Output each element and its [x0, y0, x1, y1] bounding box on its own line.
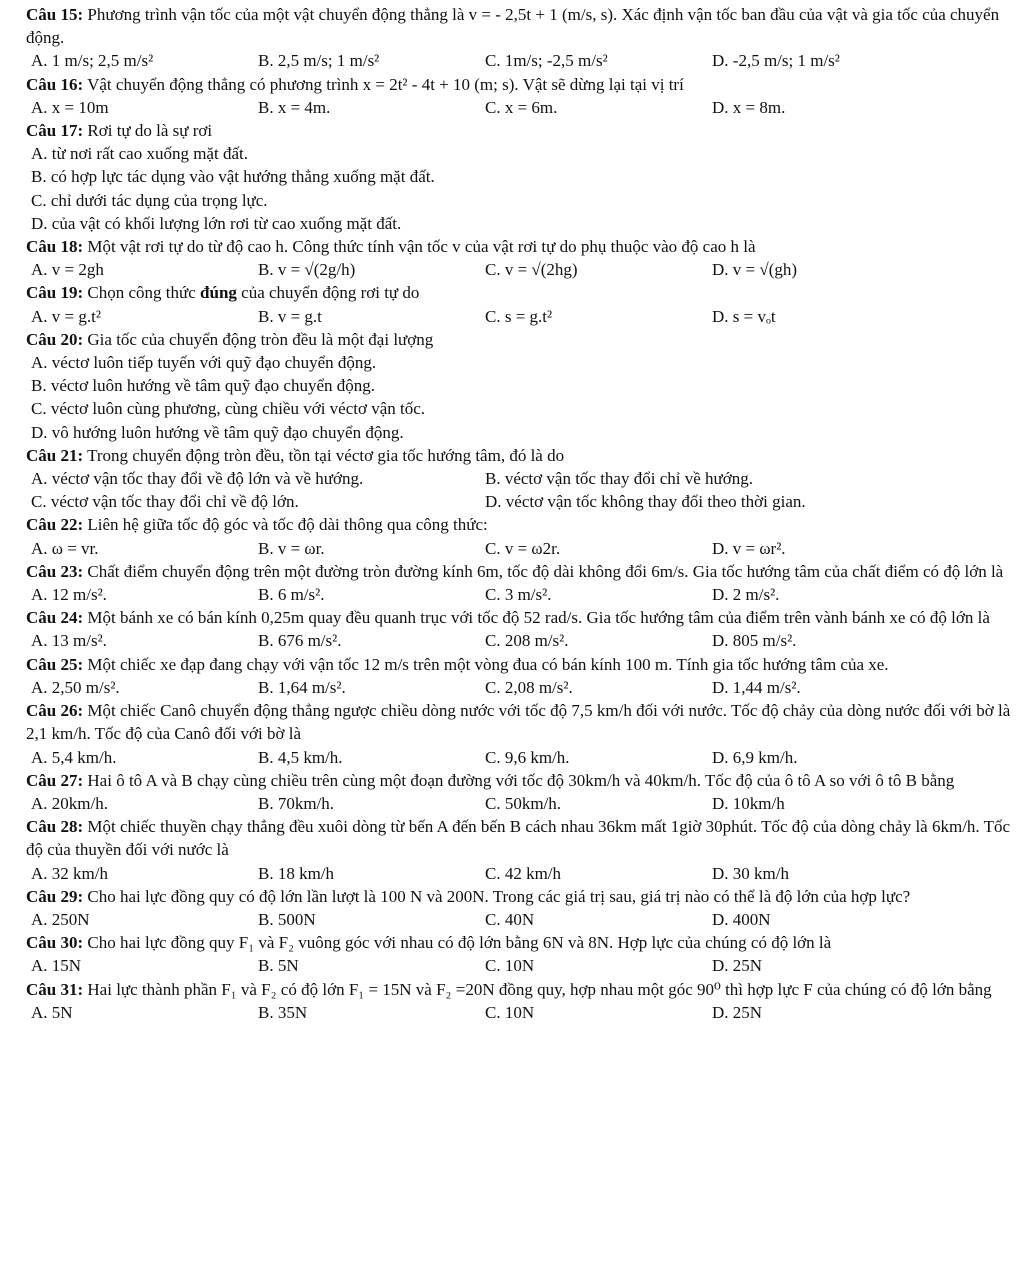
question-stem [26, 444, 1012, 467]
answer-option-c[interactable]: C. 3 m/s². [485, 585, 552, 605]
answer-options [31, 862, 1012, 885]
question-text: Chọn công thức [87, 283, 201, 303]
question-text: Một chiếc xe đạp đang chạy với vận tốc 12 m/s trên một vòng đua có bán kính 100 m. Tính gia tốc hướng tâm của xe. [87, 654, 889, 674]
question-block [26, 978, 1012, 1024]
question-number: Câu 20: [26, 329, 84, 349]
question-number: Câu 19: [26, 283, 84, 303]
question-number: Câu 18: [26, 237, 84, 257]
answer-option-a[interactable]: A. 12 m/s². [31, 585, 107, 605]
answer-option-d[interactable]: D. -2,5 m/s; 1 m/s² [712, 51, 840, 71]
answer-option-b[interactable]: B. x = 4m. [258, 97, 331, 117]
question-block [26, 444, 1012, 514]
question-block [26, 73, 1012, 119]
question-number: Câu 16: [26, 74, 84, 94]
answer-option-c[interactable]: C. x = 6m. [485, 97, 558, 117]
question-stem [26, 119, 1012, 142]
question-text: Phương trình vận tốc của một vật chuyển động thẳng là v = - 2,5t + 1 (m/s, s). Xác định vận tốc ban đầu của vật và gia tốc của chuyển động. [26, 5, 1000, 48]
answer-option-b[interactable]: B. véctơ vận tốc thay đổi chỉ về hướng. [485, 469, 753, 489]
question-number: Câu 28: [26, 817, 84, 837]
question-stem [26, 978, 1012, 1001]
answer-options [31, 583, 1012, 606]
question-stem [26, 73, 1012, 96]
answer-option-a[interactable]: A. véctơ vận tốc thay đổi về độ lớn và về hướng. [31, 469, 364, 489]
answer-options [31, 305, 1012, 328]
question-stem [26, 769, 1012, 792]
answer-options [31, 629, 1012, 652]
question-number: Câu 30: [26, 933, 84, 953]
answer-option-a[interactable]: A. x = 10m [31, 97, 109, 117]
answer-option-b[interactable]: B. v = √(2g/h) [258, 260, 356, 280]
answer-options [31, 467, 1012, 513]
question-block [26, 560, 1012, 606]
question-text: Hai ô tô A và B chạy cùng chiều trên cùng một đoạn đường với tốc độ 30km/h và 40km/h. Tốc độ của ô tô A so với ô tô B bằng [87, 770, 955, 790]
question-block [26, 281, 1012, 327]
answer-option-d[interactable]: D. 25N [712, 1002, 763, 1022]
question-number: Câu 31: [26, 979, 84, 999]
answer-option-b[interactable]: B. v = ωr. [258, 538, 325, 558]
answer-option-c[interactable]: C. 40N [485, 909, 535, 929]
answer-option-d[interactable]: D. 6,9 km/h. [712, 747, 798, 767]
question-number: Câu 24: [26, 608, 84, 628]
answer-option-d[interactable]: D. vô hướng luôn hướng về tâm quỹ đạo chuyển động. [31, 422, 404, 442]
answer-option-b[interactable]: B. véctơ luôn hướng về tâm quỹ đạo chuyển động. [31, 376, 375, 396]
answer-option-c[interactable]: C. véctơ luôn cùng phương, cùng chiều với véctơ vận tốc. [31, 399, 426, 419]
answer-option-b[interactable]: B. 5N [258, 956, 299, 976]
answer-option-a[interactable]: A. véctơ luôn tiếp tuyến với quỹ đạo chuyển động. [31, 353, 377, 373]
answer-option-b[interactable]: B. v = g.t [258, 306, 322, 326]
answer-option-c[interactable]: C. 10N [485, 956, 535, 976]
question-block [26, 3, 1012, 73]
question-block [26, 606, 1012, 652]
answer-option-c[interactable]: C. 42 km/h [485, 863, 562, 883]
answer-option-a[interactable]: A. v = g.t² [31, 306, 101, 326]
question-text: Trong chuyển động tròn đều, tồn tại véctơ gia tốc hướng tâm, đó là do [87, 445, 565, 465]
question-stem [26, 653, 1012, 676]
answer-option-d[interactable]: D. s = vₒt [712, 306, 776, 326]
question-stem [26, 560, 1012, 583]
question-stem [26, 606, 1012, 629]
answer-options [31, 954, 1012, 977]
answer-option-d[interactable]: D. v = ωr². [712, 538, 786, 558]
answer-options [31, 258, 1012, 281]
answer-option-a[interactable]: A. ω = vr. [31, 538, 99, 558]
question-number: Câu 22: [26, 515, 84, 535]
question-block [26, 653, 1012, 699]
question-text: Một chiếc thuyền chạy thẳng đều xuôi dòng từ bến A đến bến B cách nhau 36km mất 1giờ 30phút. Tốc độ của dòng chảy là 6km/h. Tốc độ của thuyền đối với nước là [26, 817, 1011, 860]
answer-option-d[interactable]: D. 805 m/s². [712, 631, 797, 651]
answer-option-d[interactable]: D. x = 8m. [712, 97, 786, 117]
answer-option-d[interactable]: D. của vật có khối lượng lớn rơi từ cao xuống mặt đất. [31, 213, 402, 233]
answer-option-a[interactable]: A. v = 2gh [31, 260, 104, 280]
question-text: Một chiếc Canô chuyển động thẳng ngược chiều dòng nước với tốc độ 7,5 km/h đối với nước. Tốc độ chảy của dòng nước đối với bờ là 2,1 km/h. Tốc độ của Canô đối với bờ là [26, 701, 1011, 744]
answer-option-a[interactable]: A. 20km/h. [31, 793, 108, 813]
answer-option-b[interactable]: B. 35N [258, 1002, 308, 1022]
answer-options [31, 537, 1012, 560]
question-stem [26, 815, 1012, 861]
question-text: Cho hai lực đồng quy F₁ và F₂ vuông góc với nhau có độ lớn bằng 6N và 8N. Hợp lực của chúng có độ lớn là [87, 933, 832, 953]
answer-options [31, 351, 1012, 444]
question-stem [26, 3, 1012, 49]
answer-option-c[interactable]: C. chỉ dưới tác dụng của trọng lực. [31, 190, 268, 210]
answer-options [31, 1001, 1012, 1024]
question-number: Câu 25: [26, 654, 84, 674]
answer-option-b[interactable]: B. 70km/h. [258, 793, 335, 813]
answer-option-b[interactable]: B. 18 km/h [258, 863, 335, 883]
answer-option-d[interactable]: D. 400N [712, 909, 771, 929]
answer-option-c[interactable]: C. v = √(2hg) [485, 260, 578, 280]
question-text: của chuyển động rơi tự do [236, 283, 420, 303]
answer-option-d[interactable]: D. 30 km/h [712, 863, 789, 883]
question-stem [26, 235, 1012, 258]
answer-options [31, 746, 1012, 769]
answer-option-c[interactable]: C. 10N [485, 1002, 535, 1022]
answer-option-d[interactable]: D. v = √(gh) [712, 260, 798, 280]
answer-option-b[interactable]: B. 2,5 m/s; 1 m/s² [258, 51, 380, 71]
question-number: Câu 23: [26, 561, 84, 581]
question-stem [26, 931, 1012, 954]
answer-option-d[interactable]: D. véctơ vận tốc không thay đổi theo thời gian. [485, 492, 806, 512]
question-block [26, 815, 1012, 885]
question-block [26, 328, 1012, 444]
question-block [26, 885, 1012, 931]
answer-options [31, 96, 1012, 119]
answer-option-a[interactable]: A. 13 m/s². [31, 631, 107, 651]
answer-option-a[interactable]: A. từ nơi rất cao xuống mặt đất. [31, 144, 248, 164]
answer-options [31, 142, 1012, 235]
question-block [26, 235, 1012, 281]
answer-option-a[interactable]: A. 2,50 m/s². [31, 677, 120, 697]
question-text: Một bánh xe có bán kính 0,25m quay đều quanh trục với tốc độ 52 rad/s. Gia tốc hướng tâm của điểm trên vành bánh xe có độ lớn là [87, 608, 990, 628]
answer-option-b[interactable]: B. 6 m/s². [258, 585, 325, 605]
question-number: Câu 29: [26, 886, 84, 906]
answer-option-c[interactable]: C. véctơ vận tốc thay đổi chỉ về độ lớn. [31, 492, 299, 512]
question-stem [26, 328, 1012, 351]
answer-option-c[interactable]: C. 1m/s; -2,5 m/s² [485, 51, 608, 71]
answer-option-c[interactable]: C. 208 m/s². [485, 631, 569, 651]
question-text: Rơi tự do là sự rơi [87, 121, 213, 141]
answer-option-a[interactable]: A. 250N [31, 909, 90, 929]
answer-options [31, 908, 1012, 931]
answer-option-b[interactable]: B. 676 m/s². [258, 631, 342, 651]
question-text: Gia tốc của chuyển động tròn đều là một đại lượng [87, 329, 434, 349]
answer-option-d[interactable]: D. 1,44 m/s². [712, 677, 801, 697]
answer-option-b[interactable]: B. 1,64 m/s². [258, 677, 346, 697]
answer-option-b[interactable]: B. có hợp lực tác dụng vào vật hướng thẳng xuống mặt đất. [31, 167, 435, 187]
answer-options [31, 792, 1012, 815]
answer-option-a[interactable]: A. 15N [31, 956, 82, 976]
answer-options [31, 49, 1012, 72]
question-number: Câu 27: [26, 770, 84, 790]
question-text: Vật chuyển động thẳng có phương trình x = 2t² - 4t + 10 (m; s). Vật sẽ dừng lại tại vị trí [87, 74, 684, 94]
answer-option-b[interactable]: B. 500N [258, 909, 316, 929]
question-stem [26, 699, 1012, 745]
question-number: Câu 26: [26, 701, 84, 721]
answer-option-a[interactable]: A. 5N [31, 1002, 73, 1022]
answer-option-c[interactable]: C. s = g.t² [485, 306, 553, 326]
answer-option-c[interactable]: C. v = ω2r. [485, 538, 561, 558]
answer-option-c[interactable]: C. 2,08 m/s². [485, 677, 573, 697]
question-text: đúng [200, 283, 237, 303]
question-text: Hai lực thành phần F₁ và F₂ có độ lớn F₁ = 15N và F₂ =20N đồng quy, hợp nhau một góc 90⁰ thì hợp lực F của chúng có độ lớn bằng [87, 979, 992, 999]
question-text: Liên hệ giữa tốc độ góc và tốc độ dài thông qua công thức: [87, 515, 488, 535]
question-block [26, 513, 1012, 559]
answer-option-c[interactable]: C. 9,6 km/h. [485, 747, 570, 767]
answer-option-a[interactable]: A. 32 km/h [31, 863, 108, 883]
answer-option-d[interactable]: D. 25N [712, 956, 763, 976]
question-block [26, 119, 1012, 235]
answer-option-b[interactable]: B. 4,5 km/h. [258, 747, 343, 767]
question-number: Câu 21: [26, 445, 84, 465]
question-stem [26, 513, 1012, 536]
answer-option-d[interactable]: D. 2 m/s². [712, 585, 780, 605]
question-number: Câu 15: [26, 5, 84, 24]
answer-options [31, 676, 1012, 699]
question-text: Một vật rơi tự do từ độ cao h. Công thức tính vận tốc v của vật rơi tự do phụ thuộc vào độ cao h là [87, 237, 756, 257]
question-text: Chất điểm chuyển động trên một đường tròn đường kính 6m, tốc độ dài không đổi 6m/s. Gia tốc hướng tâm của chất điểm có độ lớn là [87, 561, 1004, 581]
question-text: Cho hai lực đồng quy có độ lớn lần lượt là 100 N và 200N. Trong các giá trị sau, giá trị nào có thể là độ lớn của hợp lực? [87, 886, 911, 906]
question-block [26, 931, 1012, 977]
answer-option-c[interactable]: C. 50km/h. [485, 793, 562, 813]
answer-option-a[interactable]: A. 1 m/s; 2,5 m/s² [31, 51, 154, 71]
question-block [26, 699, 1012, 769]
answer-option-d[interactable]: D. 10km/h [712, 793, 785, 813]
question-number: Câu 17: [26, 121, 84, 141]
question-stem [26, 885, 1012, 908]
question-block [26, 769, 1012, 815]
question-stem [26, 281, 1012, 304]
answer-option-a[interactable]: A. 5,4 km/h. [31, 747, 117, 767]
